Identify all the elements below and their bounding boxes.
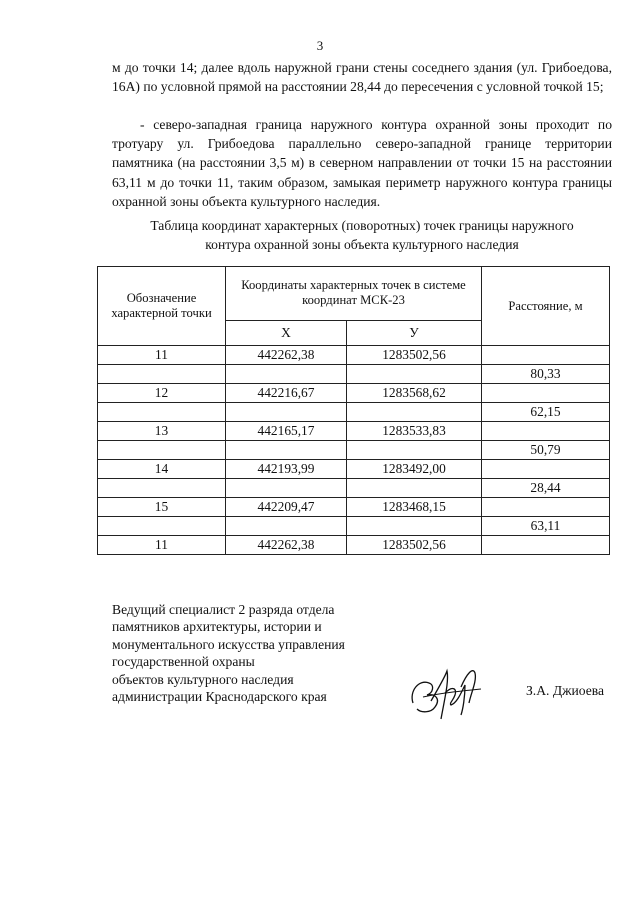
table-row xyxy=(98,422,610,441)
cell-point: 11 xyxy=(98,346,226,365)
cell-y: 1283533,83 xyxy=(347,422,482,441)
signer-line: монументального искусства управления xyxy=(112,636,345,652)
table-row xyxy=(98,384,610,403)
table-row xyxy=(98,479,610,498)
cell-distance xyxy=(482,422,610,441)
cell-distance: 62,15 xyxy=(482,403,610,422)
table-body xyxy=(98,346,610,555)
cell-distance: 80,33 xyxy=(482,365,610,384)
cell-distance xyxy=(482,536,610,555)
cell-point: 11 xyxy=(98,536,226,555)
table-title xyxy=(112,216,612,254)
table-row xyxy=(98,460,610,479)
header-distance: Расстояние, м xyxy=(482,267,610,346)
signer-position xyxy=(112,601,345,705)
table-row xyxy=(98,498,610,517)
cell-y: 1283502,56 xyxy=(347,536,482,555)
signer-name: З.А. Джиоева xyxy=(526,683,605,698)
table-title-line-1: Таблица координат характерных (поворотных) точек границы наружного xyxy=(150,218,574,233)
cell-x: 442193,99 xyxy=(226,460,347,479)
cell-distance: 28,44 xyxy=(482,479,610,498)
signer-line: памятников архитектуры, истории и xyxy=(112,619,322,635)
signer-line: администрации Краснодарского края xyxy=(112,689,327,705)
cell-distance: 63,11 xyxy=(482,517,610,536)
cell-y: 1283492,00 xyxy=(347,460,482,479)
cell-distance: 50,79 xyxy=(482,441,610,460)
cell-distance xyxy=(482,346,610,365)
paragraph-continuation: м до точки 14; далее вдоль наружной грани стены соседнего здания (ул. Грибоедова, 16А) по условной прямой на расстоянии 28,44 до пересечения с условной точкой 15; xyxy=(112,60,612,95)
table-row xyxy=(98,403,610,422)
cell-x: 442262,38 xyxy=(226,536,347,555)
cell-x: 442216,67 xyxy=(226,384,347,403)
table-row xyxy=(98,441,610,460)
cell-distance xyxy=(482,498,610,517)
table-row xyxy=(98,517,610,536)
header-y: У xyxy=(347,320,482,345)
header-x: X xyxy=(226,320,347,345)
cell-distance xyxy=(482,460,610,479)
header-coordinates: Координаты характерных точек в системе координат МСК-23 xyxy=(226,267,482,321)
header-designation: Обозначение характерной точки xyxy=(98,267,226,346)
signer-line: объектов культурного наследия xyxy=(112,671,294,687)
cell-point: 15 xyxy=(98,498,226,517)
cell-y: 1283468,15 xyxy=(347,498,482,517)
cell-point: 12 xyxy=(98,384,226,403)
page-number: 3 xyxy=(316,38,324,53)
cell-point: 14 xyxy=(98,460,226,479)
signer-line: Ведущий специалист 2 разряда отдела xyxy=(112,602,335,617)
table-title-line-2: контура охранной зоны объекта культурного наследия xyxy=(205,237,519,252)
signer-line: государственной охраны xyxy=(112,654,255,670)
cell-point: 13 xyxy=(98,422,226,441)
cell-y: 1283568,62 xyxy=(347,384,482,403)
table-row xyxy=(98,536,610,555)
table-row xyxy=(98,346,610,365)
handwritten-signature xyxy=(405,663,491,725)
cell-y: 1283502,56 xyxy=(347,346,482,365)
cell-distance xyxy=(482,384,610,403)
cell-x: 442262,38 xyxy=(226,346,347,365)
paragraph-northwest-boundary: - северо-западная граница наружного контура охранной зоны проходит по тротуару ул. Грибоедова параллельно северо-западной границе территории памятника (на расстоянии 3,5 м) в северном направлении от точки 15 на расстоянии 63,11 м до точки 11, таким образом, замыкая периметр наружного контура границы охранной зоны объекта культурного наследия. xyxy=(112,117,612,209)
cell-x: 442165,17 xyxy=(226,422,347,441)
table-row xyxy=(98,365,610,384)
coordinates-table xyxy=(97,266,610,555)
cell-x: 442209,47 xyxy=(226,498,347,517)
